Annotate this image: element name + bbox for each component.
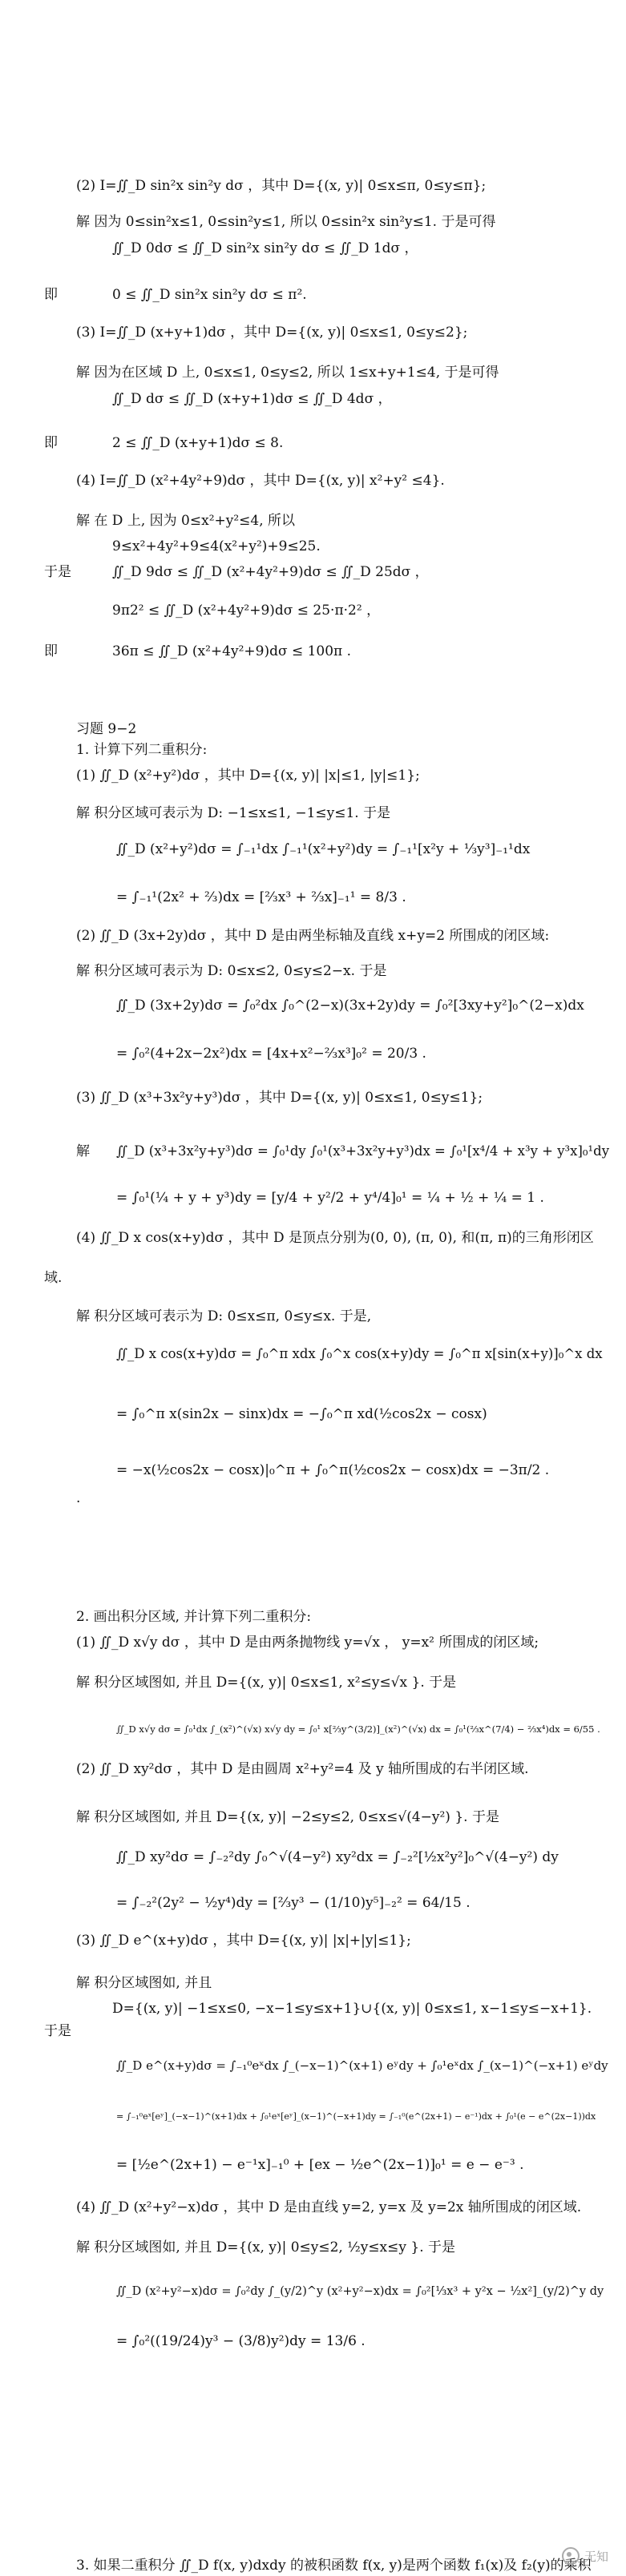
q1-part-1-line-2: = ∫₋₁¹(2x² + ⅔)dx = [⅔x³ + ⅔x]₋₁¹ = 8/3 . xyxy=(116,889,406,905)
q1-part-4-line-1: ∬_D x cos(x+y)dσ = ∫₀^π xdx ∫₀^x cos(x+y)dy = ∫₀^π x[sin(x+y)]₀^x dx xyxy=(116,1346,603,1361)
problem-2-ji-label: 即 xyxy=(44,287,58,303)
problem-4-heading: (4) I=∬_D (x²+4y²+9)dσ ，其中 D={(x, y)| x²+y² ≤4}. xyxy=(76,473,445,489)
q2-part-3-line-2: = ∫₋₁⁰eˣ[eʸ]_(−x−1)^(x+1)dx + ∫₀¹eˣ[eʸ]_(x−1)^(−x+1)dy = ∫₋₁⁰(e^(2x+1) − e⁻¹)dx + ∫₀¹(e − e^(2x−1))dx xyxy=(116,2111,596,2122)
q1-part-1-solution: 解 积分区域可表示为 D: −1≤x≤1, −1≤y≤1. 于是 xyxy=(76,805,391,821)
exercise-title: 习题 9−2 xyxy=(76,721,137,737)
q1-part-1-line-1: ∬_D (x²+y²)dσ = ∫₋₁¹dx ∫₋₁¹(x²+y²)dy = ∫₋₁¹[x²y + ⅓y³]₋₁¹dx xyxy=(116,841,531,857)
problem-2-solution: 解 因为 0≤sin²x≤1, 0≤sin²y≤1, 所以 0≤sin²x sin²y≤1. 于是可得 xyxy=(76,214,496,230)
question-2: 2. 画出积分区域, 并计算下列二重积分: xyxy=(76,1609,312,1625)
q2-part-3-line-3: = [½e^(2x+1) − e⁻¹x]₋₁⁰ + [ex − ½e^(2x−1)]₀¹ = e − e⁻³ . xyxy=(116,2157,524,2173)
q2-part-4-line-1: ∬_D (x²+y²−x)dσ = ∫₀²dy ∫_(y/2)^y (x²+y²−x)dx = ∫₀²[⅓x³ + y²x − ½x²]_(y/2)^y dy xyxy=(116,2285,604,2298)
problem-4-line-1: 9≤x²+4y²+9≤4(x²+y²)+9≤25. xyxy=(112,538,321,554)
problem-2-result: 0 ≤ ∬_D sin²x sin²y dσ ≤ π². xyxy=(112,287,307,303)
q1-part-2-line-1: ∬_D (3x+2y)dσ = ∫₀²dx ∫₀^(2−x)(3x+2y)dy = ∫₀²[3xy+y²]₀^(2−x)dx xyxy=(116,998,584,1014)
watermark-logo-icon xyxy=(562,2547,580,2565)
q2-part-3-solution: 解 积分区域图如, 并且 xyxy=(76,1975,212,1991)
q2-part-2-solution: 解 积分区域图如, 并且 D={(x, y)| −2≤y≤2, 0≤x≤√(4−y²) }. 于是 xyxy=(76,1809,499,1825)
problem-4-line-2: ∬_D 9dσ ≤ ∬_D (x²+4y²+9)dσ ≤ ∬_D 25dσ ， xyxy=(112,564,429,580)
question-1: 1. 计算下列二重积分: xyxy=(76,742,208,758)
q1-part-4-line-2: = ∫₀^π x(sin2x − sinx)dx = −∫₀^π xd(½cos2x − cosx) xyxy=(116,1406,487,1422)
q1-part-3-heading: (3) ∬_D (x³+3x²y+y³)dσ ，其中 D={(x, y)| 0≤x≤1, 0≤y≤1}; xyxy=(76,1090,483,1106)
q2-part-1-solution: 解 积分区域图如, 并且 D={(x, y)| 0≤x≤1, x²≤y≤√x }. 于是 xyxy=(76,1675,457,1691)
problem-4-ji-label: 即 xyxy=(44,643,58,659)
q1-part-4-dot: . xyxy=(76,1490,81,1506)
problem-4-yushi-label: 于是 xyxy=(44,564,71,580)
problem-3-solution: 解 因为在区域 D 上, 0≤x≤1, 0≤y≤2, 所以 1≤x+y+1≤4, 于是可得 xyxy=(76,365,499,381)
watermark xyxy=(562,2547,608,2565)
q1-part-2-line-2: = ∫₀²(4+2x−2x²)dx = [4x+x²−⅔x³]₀² = 20/3 . xyxy=(116,1046,426,1062)
problem-4-result: 36π ≤ ∬_D (x²+4y²+9)dσ ≤ 100π . xyxy=(112,643,352,659)
problem-2-heading: (2) I=∬_D sin²x sin²y dσ ，其中 D={(x, y)| 0≤x≤π, 0≤y≤π}; xyxy=(76,178,487,194)
question-3: 3. 如果二重积分 ∬_D f(x, y)dxdy 的被积函数 f(x, y)是两个函数 f₁(x)及 f₂(y)的乘积 xyxy=(76,2558,592,2574)
q2-part-3-domain: D={(x, y)| −1≤x≤0, −x−1≤y≤x+1}∪{(x, y)| 0≤x≤1, x−1≤y≤−x+1}. xyxy=(112,2001,592,2017)
q2-part-3-heading: (3) ∬_D e^(x+y)dσ ，其中 D={(x, y)| |x|+|y|≤1}; xyxy=(76,1933,411,1949)
q1-part-3-solution-label: 解 xyxy=(76,1143,90,1159)
problem-3-inequality: ∬_D dσ ≤ ∬_D (x+y+1)dσ ≤ ∬_D 4dσ ， xyxy=(112,391,392,407)
q1-part-3-line-2: = ∫₀¹(¼ + y + y³)dy = [y/4 + y²/2 + y⁴/4]₀¹ = ¼ + ½ + ¼ = 1 . xyxy=(116,1190,544,1206)
problem-4-solution: 解 在 D 上, 因为 0≤x²+y²≤4, 所以 xyxy=(76,513,296,529)
q2-part-4-heading: (4) ∬_D (x²+y²−x)dσ ，其中 D 是由直线 y=2, y=x 及 y=2x 轴所围成的闭区域. xyxy=(76,2199,582,2215)
q2-part-2-heading: (2) ∬_D xy²dσ ，其中 D 是由圆周 x²+y²=4 及 y 轴所围成的右半闭区域. xyxy=(76,1761,529,1777)
q1-part-1-heading: (1) ∬_D (x²+y²)dσ ，其中 D={(x, y)| |x|≤1, |y|≤1}; xyxy=(76,768,420,784)
problem-3-result: 2 ≤ ∬_D (x+y+1)dσ ≤ 8. xyxy=(112,435,284,451)
q1-part-4-line-3: = −x(½cos2x − cosx)|₀^π + ∫₀^π(½cos2x − cosx)dx = −3π/2 . xyxy=(116,1462,550,1478)
q2-part-3-line-1: ∬_D e^(x+y)dσ = ∫₋₁⁰eˣdx ∫_(−x−1)^(x+1) eʸdy + ∫₀¹eˣdx ∫_(x−1)^(−x+1) eʸdy xyxy=(116,2058,608,2073)
q2-part-4-solution: 解 积分区域图如, 并且 D={(x, y)| 0≤y≤2, ½y≤x≤y }. 于是 xyxy=(76,2239,456,2256)
q2-part-2-line-2: = ∫₋₂²(2y² − ½y⁴)dy = [⅔y³ − (1/10)y⁵]₋₂² = 64/15 . xyxy=(116,1895,471,1911)
q1-part-2-heading: (2) ∬_D (3x+2y)dσ ，其中 D 是由两坐标轴及直线 x+y=2 所围成的闭区域: xyxy=(76,928,550,944)
q1-part-4-heading-tail: 域. xyxy=(44,1270,63,1286)
q2-part-4-line-2: = ∫₀²((19/24)y³ − (3/8)y²)dy = 13/6 . xyxy=(116,2333,366,2349)
problem-3-ji-label: 即 xyxy=(44,435,58,451)
q1-part-3-line-1: ∬_D (x³+3x²y+y³)dσ = ∫₀¹dy ∫₀¹(x³+3x²y+y³)dx = ∫₀¹[x⁴/4 + x³y + y³x]₀¹dy xyxy=(116,1143,610,1159)
problem-2-inequality: ∬_D 0dσ ≤ ∬_D sin²x sin²y dσ ≤ ∬_D 1dσ ， xyxy=(112,240,418,256)
q2-part-1-heading: (1) ∬_D x√y dσ ，其中 D 是由两条抛物线 y=√x ， y=x² 所围成的闭区域; xyxy=(76,1635,539,1651)
problem-4-line-3: 9π2² ≤ ∬_D (x²+4y²+9)dσ ≤ 25·π·2² ， xyxy=(112,603,381,619)
q1-part-2-solution: 解 积分区域可表示为 D: 0≤x≤2, 0≤y≤2−x. 于是 xyxy=(76,963,387,979)
watermark-text: 无知 xyxy=(584,2549,608,2564)
problem-3-heading: (3) I=∬_D (x+y+1)dσ ，其中 D={(x, y)| 0≤x≤1, 0≤y≤2}; xyxy=(76,325,468,341)
q2-part-2-line-1: ∬_D xy²dσ = ∫₋₂²dy ∫₀^√(4−y²) xy²dx = ∫₋₂²[½x²y²]₀^√(4−y²) dy xyxy=(116,1849,559,1865)
q2-part-1-line-1: ∬_D x√y dσ = ∫₀¹dx ∫_(x²)^(√x) x√y dy = ∫₀¹ x[⅔y^(3/2)]_(x²)^(√x) dx = ∫₀¹(⅔x^(7/4) − ⅔x⁴)dx = 6/55 . xyxy=(116,1723,600,1735)
q2-part-3-yushi-label: 于是 xyxy=(44,2023,71,2039)
q1-part-4-solution: 解 积分区域可表示为 D: 0≤x≤π, 0≤y≤x. 于是, xyxy=(76,1308,372,1324)
q1-part-4-heading: (4) ∬_D x cos(x+y)dσ ，其中 D 是顶点分别为(0, 0), (π, 0), 和(π, π)的三角形闭区 xyxy=(76,1230,594,1246)
